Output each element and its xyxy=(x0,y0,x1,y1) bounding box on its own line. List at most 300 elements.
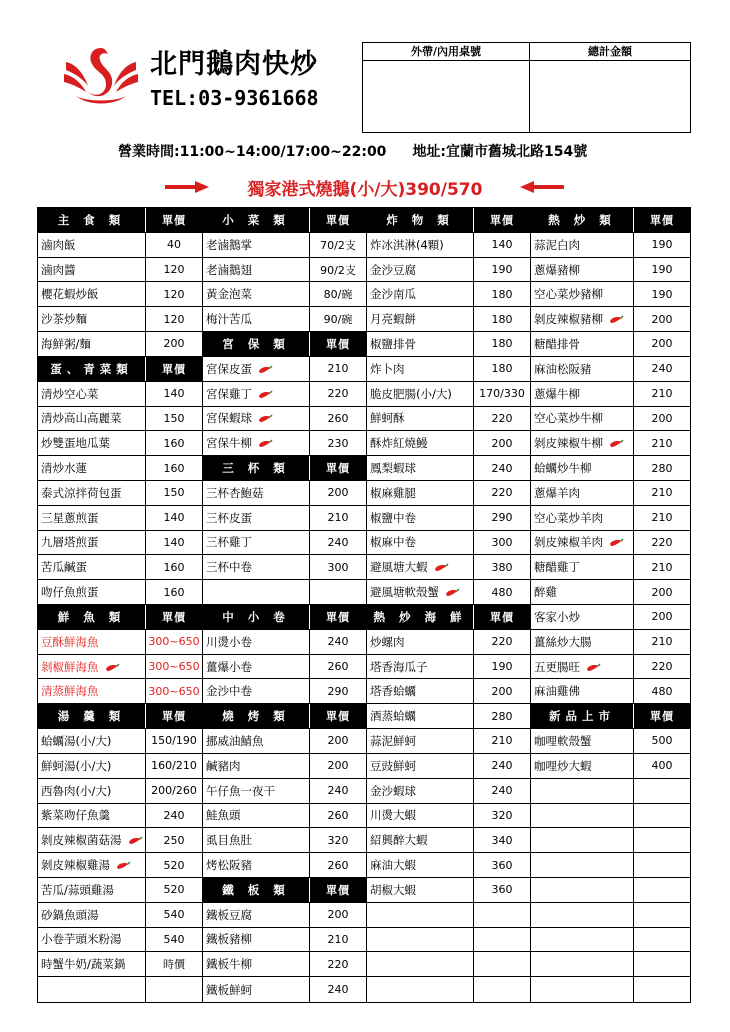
item-price: 240 xyxy=(145,804,202,828)
item-name xyxy=(531,977,633,1002)
item-name xyxy=(38,580,145,604)
item-name-text: 鐵板鮮蚵 xyxy=(206,982,252,997)
menu-item-row xyxy=(531,903,690,928)
chili-pepper-icon xyxy=(257,364,273,374)
item-name-text: 剝皮辣椒牛柳 xyxy=(534,436,603,451)
item-name xyxy=(203,481,309,505)
item-price: 210 xyxy=(309,506,366,530)
menu-column xyxy=(38,208,202,1002)
item-price xyxy=(309,580,366,604)
item-price: 160/210 xyxy=(145,754,202,778)
category-title-text: 燒 烤 類 xyxy=(222,709,290,724)
category-title xyxy=(203,704,309,728)
menu-item-row xyxy=(367,431,530,456)
item-price: 520 xyxy=(145,853,202,877)
item-name-text: 小卷芋頭米粉湯 xyxy=(41,932,122,947)
item-name xyxy=(38,407,145,431)
item-price xyxy=(473,903,530,927)
item-name-text: 宮保蝦球 xyxy=(206,411,252,426)
item-name-text: 蛤蠣炒牛柳 xyxy=(534,461,592,476)
item-price xyxy=(633,828,690,852)
price-header: 單價 xyxy=(633,208,690,232)
menu-item-row xyxy=(203,828,366,853)
menu-item-row xyxy=(38,233,202,258)
menu-item-row xyxy=(203,258,366,283)
category-title xyxy=(38,704,145,728)
item-price: 180 xyxy=(473,332,530,356)
category-header xyxy=(531,704,690,729)
item-price: 320 xyxy=(473,804,530,828)
item-price: 230 xyxy=(309,431,366,455)
item-name-text: 宮保牛柳 xyxy=(206,436,252,451)
item-name xyxy=(367,804,473,828)
item-name-text: 鐵板牛柳 xyxy=(206,957,252,972)
menu-item-row xyxy=(531,754,690,779)
category-header xyxy=(38,704,202,729)
item-name-text: 糖醋雞丁 xyxy=(534,560,580,575)
item-name xyxy=(367,952,473,976)
menu-item-row xyxy=(367,952,530,977)
chili-pepper-icon xyxy=(104,662,120,672)
menu-item-row xyxy=(203,307,366,332)
item-name xyxy=(203,779,309,803)
item-name xyxy=(531,804,633,828)
item-name-text: 豆豉鮮蚵 xyxy=(370,758,416,773)
category-header xyxy=(38,208,202,233)
item-name xyxy=(531,555,633,579)
item-price: 240 xyxy=(633,357,690,381)
menu-item-row xyxy=(367,332,530,357)
item-name xyxy=(367,729,473,753)
item-name xyxy=(531,357,633,381)
item-name-text: 豆酥鮮海魚 xyxy=(41,634,99,649)
item-name-text: 鮭魚頭 xyxy=(206,808,241,823)
category-title-text: 鮮 魚 類 xyxy=(57,609,126,624)
item-name-text: 泰式涼拌荷包蛋 xyxy=(41,485,122,500)
chili-pepper-icon xyxy=(608,438,624,448)
swan-logo xyxy=(62,40,140,112)
item-price: 360 xyxy=(473,878,530,902)
chili-pepper-icon xyxy=(444,587,460,597)
item-price: 200 xyxy=(309,754,366,778)
item-price: 140 xyxy=(145,506,202,530)
menu-item-row xyxy=(367,779,530,804)
item-price xyxy=(473,928,530,952)
item-name-text: 老滷鵝掌 xyxy=(206,237,252,252)
item-name-text: 烤松阪豬 xyxy=(206,858,252,873)
item-name xyxy=(203,506,309,530)
item-price: 240 xyxy=(309,531,366,555)
menu-item-row xyxy=(203,804,366,829)
item-name-text: 時蟹牛奶/蔬菜鍋 xyxy=(41,957,126,972)
item-name xyxy=(367,531,473,555)
item-price: 210 xyxy=(633,630,690,654)
item-name-text: 沙茶炒麵 xyxy=(41,312,87,327)
item-price: 210 xyxy=(633,481,690,505)
item-name xyxy=(38,804,145,828)
item-price: 200 xyxy=(633,307,690,331)
item-price: 200 xyxy=(633,580,690,604)
category-title xyxy=(531,704,633,728)
menu-item-row xyxy=(203,853,366,878)
menu-item-row xyxy=(531,506,690,531)
menu-item-row xyxy=(367,307,530,332)
item-price: 70/2支 xyxy=(309,233,366,257)
item-price: 240 xyxy=(309,779,366,803)
item-name xyxy=(367,580,473,604)
menu-item-row xyxy=(203,655,366,680)
item-price: 300~650 xyxy=(145,655,202,679)
menu-item-row xyxy=(203,903,366,928)
menu-item-row xyxy=(203,754,366,779)
item-name-text: 蔥爆牛柳 xyxy=(534,386,580,401)
menu-item-row xyxy=(531,630,690,655)
total-amount-box[interactable] xyxy=(530,42,691,133)
item-name-text: 脆皮肥腸(小/大) xyxy=(370,386,452,401)
item-name xyxy=(367,779,473,803)
item-price: 220 xyxy=(473,407,530,431)
chili-pepper-icon xyxy=(115,860,131,870)
item-name xyxy=(531,903,633,927)
item-name-text: 清炒空心菜 xyxy=(41,386,99,401)
item-name-text: 麻油松阪豬 xyxy=(534,361,592,376)
price-header: 單價 xyxy=(309,332,366,356)
item-price: 290 xyxy=(473,506,530,530)
menu-item-row xyxy=(367,828,530,853)
item-price: 240 xyxy=(309,630,366,654)
price-header: 單價 xyxy=(309,208,366,232)
item-name xyxy=(531,307,633,331)
item-name xyxy=(367,878,473,902)
chili-pepper-icon xyxy=(257,389,273,399)
item-name xyxy=(38,903,145,927)
item-name-text: 三星蔥煎蛋 xyxy=(41,510,99,525)
item-price xyxy=(633,977,690,1002)
menu-item-row xyxy=(367,456,530,481)
item-name xyxy=(531,878,633,902)
item-name-text: 三杯中卷 xyxy=(206,560,252,575)
item-name xyxy=(367,853,473,877)
menu-item-row xyxy=(367,555,530,580)
category-header xyxy=(38,357,202,382)
category-title xyxy=(203,878,309,902)
item-name-text: 三杯皮蛋 xyxy=(206,510,252,525)
item-name xyxy=(38,729,145,753)
menu-item-row xyxy=(38,431,202,456)
menu-item-row xyxy=(38,828,202,853)
menu-item-row xyxy=(203,531,366,556)
item-name xyxy=(38,828,145,852)
item-price: 240 xyxy=(473,779,530,803)
item-name-text: 金沙南瓜 xyxy=(370,287,416,302)
item-name-text: 五更腸旺 xyxy=(534,659,580,674)
item-name xyxy=(203,977,309,1002)
chili-pepper-icon xyxy=(257,438,273,448)
item-name xyxy=(531,605,633,629)
category-title-text: 湯 羹 類 xyxy=(57,709,126,724)
chili-pepper-icon xyxy=(257,413,273,423)
item-price: 300 xyxy=(309,555,366,579)
item-price: 290 xyxy=(309,679,366,703)
item-price: 190 xyxy=(633,233,690,257)
category-title xyxy=(203,332,309,356)
item-name xyxy=(203,754,309,778)
item-name-text: 剝皮辣椒菌菇湯 xyxy=(41,833,122,848)
chili-pepper-icon xyxy=(608,537,624,547)
item-name xyxy=(531,828,633,852)
item-price: 200 xyxy=(309,729,366,753)
item-name xyxy=(367,431,473,455)
item-name xyxy=(531,332,633,356)
category-header xyxy=(367,605,530,630)
category-title-text: 熱 炒 類 xyxy=(548,212,616,227)
item-name xyxy=(531,456,633,480)
item-price: 190 xyxy=(473,655,530,679)
category-title-text: 蛋、青菜類 xyxy=(50,361,133,376)
item-name-text: 黃金泡菜 xyxy=(206,287,252,302)
item-price xyxy=(633,779,690,803)
item-name xyxy=(203,282,309,306)
category-header xyxy=(203,605,366,630)
item-name xyxy=(203,531,309,555)
item-price: 120 xyxy=(145,307,202,331)
item-price: 260 xyxy=(309,407,366,431)
item-price xyxy=(633,928,690,952)
item-name-text: 糖醋排骨 xyxy=(534,336,580,351)
item-name-text: 塔香海瓜子 xyxy=(370,659,428,674)
item-price xyxy=(633,903,690,927)
item-name xyxy=(38,853,145,877)
menu-item-row xyxy=(38,779,202,804)
item-name xyxy=(367,282,473,306)
item-price: 200 xyxy=(473,431,530,455)
menu-item-row xyxy=(367,233,530,258)
item-price: 280 xyxy=(633,456,690,480)
menu-item-row xyxy=(203,382,366,407)
item-name-text: 椒麻雞腿 xyxy=(370,485,416,500)
item-price: 480 xyxy=(473,580,530,604)
menu-item-row xyxy=(531,655,690,680)
menu-item-row xyxy=(367,531,530,556)
menu-item-row xyxy=(367,704,530,729)
item-price: 160 xyxy=(145,456,202,480)
category-header xyxy=(203,456,366,481)
menu-item-row xyxy=(367,506,530,531)
item-price: 210 xyxy=(633,506,690,530)
item-price: 240 xyxy=(309,977,366,1002)
menu-item-row xyxy=(367,655,530,680)
chili-pepper-icon xyxy=(608,314,624,324)
menu-item-row xyxy=(367,382,530,407)
item-name xyxy=(38,481,145,505)
price-header: 單價 xyxy=(309,456,366,480)
menu-item-row xyxy=(38,382,202,407)
item-name xyxy=(531,580,633,604)
category-title xyxy=(38,208,145,232)
item-name xyxy=(203,555,309,579)
item-name xyxy=(203,307,309,331)
menu-item-row xyxy=(367,630,530,655)
item-name-text: 客家小炒 xyxy=(534,609,580,624)
item-name-text: 鮮蚵酥 xyxy=(370,411,405,426)
item-price: 180 xyxy=(473,357,530,381)
item-price: 260 xyxy=(309,655,366,679)
item-price: 90/碗 xyxy=(309,307,366,331)
item-name-text: 避風塘大蝦 xyxy=(370,560,428,575)
menu-item-row xyxy=(38,531,202,556)
category-title-text: 中 小 卷 xyxy=(222,609,290,624)
item-name-text: 鐵板豆腐 xyxy=(206,907,252,922)
item-price: 480 xyxy=(633,679,690,703)
item-name-text: 清炒高山高麗菜 xyxy=(41,411,122,426)
menu-item-row xyxy=(367,282,530,307)
item-name-text: 挪威油鯖魚 xyxy=(206,733,264,748)
item-name-text: 鮮蚵湯(小/大) xyxy=(41,758,112,773)
item-name-text: 咖哩軟殼蟹 xyxy=(534,733,592,748)
chili-pepper-icon xyxy=(433,562,449,572)
item-name-text: 椒鹽排骨 xyxy=(370,336,416,351)
item-name xyxy=(367,754,473,778)
item-name-text: 午仔魚一夜干 xyxy=(206,783,275,798)
menu-item-row xyxy=(531,282,690,307)
table-number-box[interactable] xyxy=(362,42,530,133)
item-price: 90/2支 xyxy=(309,258,366,282)
item-price: 200 xyxy=(473,679,530,703)
promo-banner: 獨家港式燒鵝(小/大)390/570 xyxy=(247,180,483,200)
item-name-text: 虱目魚肚 xyxy=(206,833,252,848)
item-name xyxy=(38,952,145,976)
menu-item-row xyxy=(38,977,202,1002)
item-price: 120 xyxy=(145,282,202,306)
item-price: 220 xyxy=(309,382,366,406)
item-name-text: 避風塘軟殼蟹 xyxy=(370,585,439,600)
item-name-text: 酒蒸蛤蠣 xyxy=(370,709,416,724)
item-name xyxy=(203,729,309,753)
item-name-text: 砂鍋魚頭湯 xyxy=(41,907,99,922)
item-name-text: 西魯肉(小/大) xyxy=(41,783,112,798)
item-price: 300~650 xyxy=(145,630,202,654)
item-name-text: 清炒水蓮 xyxy=(41,461,87,476)
menu-item-row xyxy=(367,878,530,903)
item-name-text: 剝皮辣椒豬柳 xyxy=(534,312,603,327)
menu-item-row xyxy=(203,481,366,506)
item-price: 180 xyxy=(473,282,530,306)
item-price: 190 xyxy=(633,282,690,306)
menu-item-row xyxy=(531,332,690,357)
menu-item-row xyxy=(531,878,690,903)
item-name-text: 炒螺肉 xyxy=(370,634,405,649)
menu-item-row xyxy=(38,332,202,357)
menu-item-row xyxy=(367,903,530,928)
menu-item-row xyxy=(203,729,366,754)
menu-item-row xyxy=(38,307,202,332)
business-info xyxy=(118,141,587,161)
menu-item-row xyxy=(38,407,202,432)
item-name xyxy=(367,704,473,728)
menu-item-row xyxy=(203,431,366,456)
category-title xyxy=(203,208,309,232)
item-name-text: 三杯雞丁 xyxy=(206,535,252,550)
menu-item-row xyxy=(367,258,530,283)
item-name xyxy=(367,407,473,431)
menu-item-row xyxy=(38,903,202,928)
menu-item-row xyxy=(203,357,366,382)
menu-item-row xyxy=(531,431,690,456)
item-name xyxy=(203,580,309,604)
menu-item-row xyxy=(367,357,530,382)
item-name-text: 紫菜吻仔魚羹 xyxy=(41,808,110,823)
menu-item-row xyxy=(531,307,690,332)
menu-item-row xyxy=(367,928,530,953)
item-name-text: 剝皮辣椒雞湯 xyxy=(41,858,110,873)
item-price: 400 xyxy=(633,754,690,778)
menu-item-row xyxy=(531,779,690,804)
menu-item-row xyxy=(531,555,690,580)
item-name-text: 空心菜炒羊肉 xyxy=(534,510,603,525)
item-name-text: 宮保雞丁 xyxy=(206,386,252,401)
item-name xyxy=(38,655,145,679)
menu-item-row xyxy=(531,952,690,977)
item-price xyxy=(473,977,530,1002)
category-title xyxy=(203,605,309,629)
menu-item-row xyxy=(38,952,202,977)
menu-item-row xyxy=(38,282,202,307)
item-price xyxy=(633,853,690,877)
item-name xyxy=(38,928,145,952)
item-price: 200 xyxy=(633,605,690,629)
menu-item-row xyxy=(203,233,366,258)
menu-item-row xyxy=(38,655,202,680)
item-name xyxy=(367,332,473,356)
menu-item-row xyxy=(203,952,366,977)
menu-item-row xyxy=(367,853,530,878)
item-price: 280 xyxy=(473,704,530,728)
business-hours: 營業時間:11:00~14:00/17:00~22:00 xyxy=(118,144,387,160)
item-price: 220 xyxy=(473,481,530,505)
item-name xyxy=(38,456,145,480)
category-header xyxy=(203,332,366,357)
item-name xyxy=(203,357,309,381)
item-name xyxy=(203,233,309,257)
item-price xyxy=(633,804,690,828)
item-name-text: 椒麻中卷 xyxy=(370,535,416,550)
item-name-text: 川燙小卷 xyxy=(206,634,252,649)
item-price: 200 xyxy=(633,332,690,356)
arrow-left-icon xyxy=(520,181,564,193)
item-price: 200/260 xyxy=(145,779,202,803)
menu-item-row xyxy=(38,481,202,506)
item-name-text: 老滷鵝翅 xyxy=(206,262,252,277)
menu-item-row xyxy=(38,679,202,704)
menu-item-row xyxy=(531,828,690,853)
item-price: 300~650 xyxy=(145,679,202,703)
item-name xyxy=(203,903,309,927)
item-price: 120 xyxy=(145,258,202,282)
menu-item-row xyxy=(367,977,530,1002)
item-name-text: 剝椒鮮海魚 xyxy=(41,659,99,674)
item-price: 210 xyxy=(633,431,690,455)
total-amount-label: 總計金額 xyxy=(530,43,690,61)
item-name-text: 月亮蝦餅 xyxy=(370,312,416,327)
item-name-text: 薑絲炒大腸 xyxy=(534,634,592,649)
item-price: 160 xyxy=(145,580,202,604)
item-name xyxy=(531,928,633,952)
item-price: 240 xyxy=(473,754,530,778)
menu-item-row xyxy=(531,977,690,1002)
category-title-text: 新品上市 xyxy=(549,709,615,724)
item-name xyxy=(531,282,633,306)
item-price: 210 xyxy=(309,928,366,952)
